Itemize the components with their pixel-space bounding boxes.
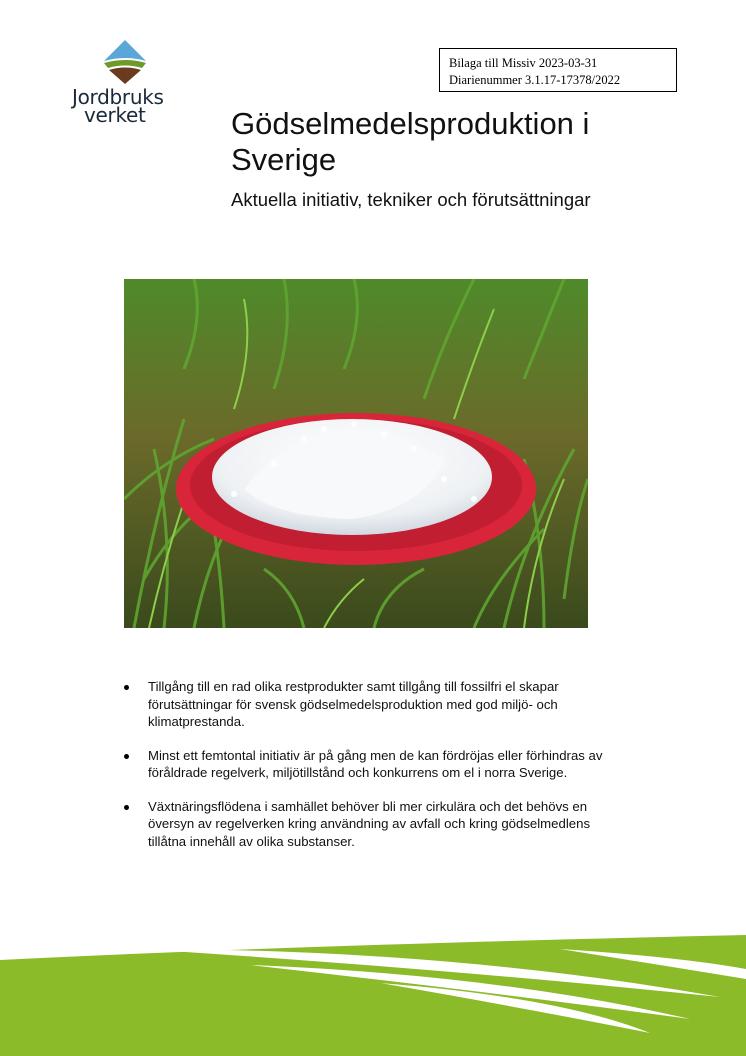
reference-diary-number: Diarienummer 3.1.17-17378/2022 — [449, 73, 621, 87]
bullet-dot-icon — [124, 754, 129, 759]
document-subtitle: Aktuella initiativ, tekniker och förutsättningar — [231, 189, 591, 210]
cover-photo — [124, 279, 588, 628]
jordbruksverket-logo-icon — [102, 40, 148, 84]
list-item — [124, 747, 604, 782]
list-item-text: Minst ett femtontal initiativ är på gång men de kan fördröjas eller förhindras av föråldrade regelverk, miljötillstånd och konkurrens om el i norra Sverige. — [148, 747, 603, 780]
bullet-dot-icon — [124, 805, 129, 810]
list-item — [124, 678, 604, 731]
logo-line-2: verket — [84, 103, 146, 127]
jordbruksverket-logo — [70, 40, 182, 130]
reference-box — [439, 48, 677, 92]
reference-attachment: Bilaga till Missiv 2023-03-31 — [449, 56, 598, 70]
list-item — [124, 798, 604, 851]
document-title: Gödselmedelsproduktion i Sverige — [231, 106, 590, 177]
list-item-text: Växtnäringsflödena i samhället behöver bli mer cirkulära och det behövs en översyn av regelverken kring användning av avfall och kring gödselmedlens tillåtna innehåll av olika substanser. — [148, 798, 591, 849]
footer-green-band — [0, 935, 746, 1056]
bullet-dot-icon — [124, 685, 129, 690]
summary-list — [124, 678, 604, 866]
logo-wordmark — [70, 85, 182, 127]
list-item-text: Tillgång till en rad olika restprodukter samt tillgång till fossilfri el skapar förutsättningar för svensk gödselmedelsproduktion med god miljö- och klimatprestanda. — [148, 679, 559, 729]
logo-line-1: Jordbruks — [72, 85, 164, 109]
